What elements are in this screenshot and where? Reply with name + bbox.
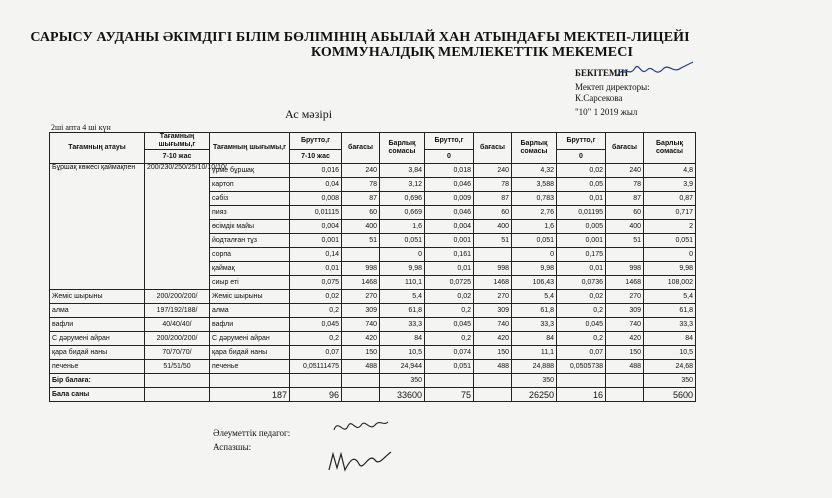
cell-s1: 0,051 — [380, 234, 425, 248]
cell-p1 — [342, 248, 380, 262]
per-child-3: 350 — [644, 374, 696, 388]
cell-p1: 51 — [342, 234, 380, 248]
cell-s1: 84 — [380, 332, 425, 346]
blank-cell — [342, 388, 380, 402]
blank-cell — [557, 374, 606, 388]
dish-name: печенье — [50, 360, 145, 374]
cell-b2: 0,02 — [425, 290, 474, 304]
age-group-3: 0 — [425, 150, 474, 164]
children-label: Бала саны — [50, 388, 145, 402]
cell-b3: 0,01195 — [557, 206, 606, 220]
cell-b2: 0,001 — [425, 234, 474, 248]
sum-1: 33600 — [380, 388, 425, 402]
cell-b3: 0,01 — [557, 262, 606, 276]
cell-s1: 24,944 — [380, 360, 425, 374]
col-price-1: бағасы — [342, 133, 380, 164]
col-total-3: Барлық сомасы — [644, 133, 696, 164]
cell-p1: 998 — [342, 262, 380, 276]
cell-b1: 0,07 — [290, 346, 342, 360]
cell-p3: 488 — [606, 360, 644, 374]
col-price-3: бағасы — [606, 133, 644, 164]
cell-p2: 78 — [474, 178, 512, 192]
ingredient-name: қара бидай наны — [210, 346, 290, 360]
cell-s1: 0,696 — [380, 192, 425, 206]
blank-cell — [145, 388, 210, 402]
cell-s2: 0,783 — [512, 192, 557, 206]
cell-p1: 400 — [342, 220, 380, 234]
cell-s2: 3,588 — [512, 178, 557, 192]
per-child-row — [50, 374, 696, 388]
blank-cell — [145, 374, 210, 388]
cell-s2: 5,4 — [512, 290, 557, 304]
ingredient-name: сорпа — [210, 248, 290, 262]
blank-cell — [606, 374, 644, 388]
cell-p3: 740 — [606, 318, 644, 332]
dish-name: Бұршақ көжесі қаймақпен — [50, 164, 145, 290]
cell-b1: 0,04 — [290, 178, 342, 192]
cell-s2: 0,051 — [512, 234, 557, 248]
dish-yield: 200/200/200/ — [145, 290, 210, 304]
cell-p3: 78 — [606, 178, 644, 192]
cell-b1: 0,001 — [290, 234, 342, 248]
pedagogue-signature — [330, 416, 390, 438]
cell-p2: 420 — [474, 332, 512, 346]
ingredient-name: сиыр еті — [210, 276, 290, 290]
approval-date: "10" 1 2019 жыл — [575, 107, 638, 117]
cell-b3: 0,2 — [557, 304, 606, 318]
cell-b1: 0,02 — [290, 290, 342, 304]
dish-yield: 70/70/70/ — [145, 346, 210, 360]
cell-b2: 0,0725 — [425, 276, 474, 290]
cell-p2: 998 — [474, 262, 512, 276]
cell-p3: 240 — [606, 164, 644, 178]
cell-p2: 87 — [474, 192, 512, 206]
menu-table — [49, 132, 696, 402]
col-ingredient: Тағамның шығымы,г — [210, 133, 290, 164]
cell-s3: 108,002 — [644, 276, 696, 290]
dish-yield: 51/51/50 — [145, 360, 210, 374]
blank-cell — [425, 374, 474, 388]
cell-b3: 0,01 — [557, 192, 606, 206]
blank-cell — [606, 388, 644, 402]
cell-s3: 0,051 — [644, 234, 696, 248]
cell-b2: 0,2 — [425, 332, 474, 346]
cell-s2: 2,76 — [512, 206, 557, 220]
director-signature — [615, 60, 695, 82]
cell-b3: 0,005 — [557, 220, 606, 234]
cell-s1: 33,3 — [380, 318, 425, 332]
week-label: 2ші апта 4 ші күн — [51, 123, 111, 132]
social-pedagogue-label: Әлеуметтік педагог: — [213, 428, 291, 438]
cell-s1: 61,8 — [380, 304, 425, 318]
ingredient-name: Жеміс шырыны — [210, 290, 290, 304]
cell-s2: 11,1 — [512, 346, 557, 360]
institution-title-line1: САРЫСУ АУДАНЫ ӘКІМДІГІ БІЛІМ БӨЛІМІНІҢ АБЫЛАЙ ХАН АТЫНДАҒЫ МЕКТЕП-ЛИЦЕЙІ — [30, 30, 690, 45]
table-row — [50, 360, 696, 374]
cell-s1: 0 — [380, 248, 425, 262]
per-child-label: Бір балаға: — [50, 374, 145, 388]
cell-s1: 1,6 — [380, 220, 425, 234]
cell-b1: 0,008 — [290, 192, 342, 206]
cook-label: Аспазшы: — [213, 442, 252, 452]
cell-s2: 24,888 — [512, 360, 557, 374]
cell-b3: 0,2 — [557, 332, 606, 346]
sum-2: 26250 — [512, 388, 557, 402]
cell-p1: 87 — [342, 192, 380, 206]
cell-s1: 10,5 — [380, 346, 425, 360]
children-count-3: 16 — [557, 388, 606, 402]
dish-yield: 200/200/200/ — [145, 332, 210, 346]
cell-s2: 61,8 — [512, 304, 557, 318]
dish-name: вафли — [50, 318, 145, 332]
cell-p2: 309 — [474, 304, 512, 318]
age-group-4: 0 — [557, 150, 606, 164]
cell-b2: 0,045 — [425, 318, 474, 332]
ingredient-name: қаймақ — [210, 262, 290, 276]
cell-s1: 9,98 — [380, 262, 425, 276]
cell-s3: 33,3 — [644, 318, 696, 332]
dish-yield: 200/230/250/25/10/10/10/ — [145, 164, 210, 290]
dish-name: қара бидай наны — [50, 346, 145, 360]
cell-p2: 488 — [474, 360, 512, 374]
cell-s3: 2 — [644, 220, 696, 234]
cell-p3: 150 — [606, 346, 644, 360]
ingredient-name: йодталған тұз — [210, 234, 290, 248]
cell-b2: 0,051 — [425, 360, 474, 374]
cell-s3: 5,4 — [644, 290, 696, 304]
ingredient-name: печенье — [210, 360, 290, 374]
col-brutto-2: Брутто,г — [425, 133, 474, 150]
menu-title: Ас мәзірі — [285, 107, 333, 121]
cell-p2: 400 — [474, 220, 512, 234]
children-count-2: 75 — [425, 388, 474, 402]
col-brutto-3: Брутто,г — [557, 133, 606, 150]
cell-b2: 0,161 — [425, 248, 474, 262]
cell-b2: 0,046 — [425, 206, 474, 220]
cell-s2: 4,32 — [512, 164, 557, 178]
ingredient-name: өсімдік майы — [210, 220, 290, 234]
children-count-1: 96 — [290, 388, 342, 402]
cell-p1: 270 — [342, 290, 380, 304]
cell-b2: 0,018 — [425, 164, 474, 178]
cell-b2: 0,2 — [425, 304, 474, 318]
ingredient-name: сәбіз — [210, 192, 290, 206]
cell-p3: 309 — [606, 304, 644, 318]
cell-b2: 0,046 — [425, 178, 474, 192]
cell-s3: 61,8 — [644, 304, 696, 318]
cell-b3: 0,05 — [557, 178, 606, 192]
cell-b3: 0,07 — [557, 346, 606, 360]
cell-b1: 0,016 — [290, 164, 342, 178]
cell-s1: 110,1 — [380, 276, 425, 290]
cell-b1: 0,045 — [290, 318, 342, 332]
cell-b1: 0,2 — [290, 304, 342, 318]
children-total: 187 — [210, 388, 290, 402]
cell-p3: 51 — [606, 234, 644, 248]
cell-b3: 0,045 — [557, 318, 606, 332]
col-dish-name: Тағамның атауы — [50, 133, 145, 164]
cell-s3: 10,5 — [644, 346, 696, 360]
cell-b3: 0,001 — [557, 234, 606, 248]
cell-s3: 9,98 — [644, 262, 696, 276]
cell-b1: 0,14 — [290, 248, 342, 262]
cell-p1: 309 — [342, 304, 380, 318]
cell-p1: 60 — [342, 206, 380, 220]
cell-s3: 24,68 — [644, 360, 696, 374]
cell-p1: 420 — [342, 332, 380, 346]
cell-s1: 0,669 — [380, 206, 425, 220]
col-price-2: бағасы — [474, 133, 512, 164]
cell-s3: 0 — [644, 248, 696, 262]
age-group-2: 7-10 жас — [290, 150, 342, 164]
director-name: К.Сарсекова — [575, 93, 623, 103]
table-row — [50, 304, 696, 318]
cell-p2: 51 — [474, 234, 512, 248]
cell-p1: 488 — [342, 360, 380, 374]
cell-p3: 400 — [606, 220, 644, 234]
cell-s2: 9,98 — [512, 262, 557, 276]
table-row — [50, 318, 696, 332]
cell-p2: 270 — [474, 290, 512, 304]
blank-cell — [474, 388, 512, 402]
cell-s3: 0,87 — [644, 192, 696, 206]
cell-p2: 740 — [474, 318, 512, 332]
cell-p1: 740 — [342, 318, 380, 332]
dish-name: С дәрумені айран — [50, 332, 145, 346]
cell-b1: 0,01 — [290, 262, 342, 276]
cell-b1: 0,075 — [290, 276, 342, 290]
cell-s2: 33,3 — [512, 318, 557, 332]
cell-s2: 0 — [512, 248, 557, 262]
cell-s2: 106,43 — [512, 276, 557, 290]
cell-s2: 84 — [512, 332, 557, 346]
cell-s3: 3,9 — [644, 178, 696, 192]
cook-signature — [325, 448, 395, 476]
col-brutto-1: Брутто,г — [290, 133, 342, 150]
cell-s3: 84 — [644, 332, 696, 346]
age-group-1: 7-10 жас — [145, 150, 210, 164]
per-child-1: 350 — [380, 374, 425, 388]
ingredient-name: пияз — [210, 206, 290, 220]
dish-yield: 40/40/40/ — [145, 318, 210, 332]
ingredient-name: үрме бұршақ — [210, 164, 290, 178]
cell-b3: 0,02 — [557, 290, 606, 304]
cell-s3: 4,8 — [644, 164, 696, 178]
table-row — [50, 332, 696, 346]
col-total-1: Барлық сомасы — [380, 133, 425, 164]
cell-p1: 78 — [342, 178, 380, 192]
cell-b2: 0,074 — [425, 346, 474, 360]
cell-p2 — [474, 248, 512, 262]
cell-p1: 240 — [342, 164, 380, 178]
cell-p2: 150 — [474, 346, 512, 360]
cell-b2: 0,009 — [425, 192, 474, 206]
cell-p3 — [606, 248, 644, 262]
col-total-2: Барлық сомасы — [512, 133, 557, 164]
cell-p3: 420 — [606, 332, 644, 346]
cell-b1: 0,004 — [290, 220, 342, 234]
table-row — [50, 346, 696, 360]
dish-yield: 197/192/188/ — [145, 304, 210, 318]
children-row — [50, 388, 696, 402]
cell-p3: 998 — [606, 262, 644, 276]
director-position: Мектеп директоры: — [575, 82, 650, 92]
blank-cell — [210, 374, 290, 388]
ingredient-name: алма — [210, 304, 290, 318]
cell-p3: 1468 — [606, 276, 644, 290]
ingredient-name: вафли — [210, 318, 290, 332]
dish-name: Жеміс шырыны — [50, 290, 145, 304]
approval-label: БЕКІТЕМІН — [575, 68, 628, 78]
cell-b1: 0,2 — [290, 332, 342, 346]
cell-b3: 0,175 — [557, 248, 606, 262]
cell-s1: 3,12 — [380, 178, 425, 192]
cell-p3: 87 — [606, 192, 644, 206]
institution-title-line2: КОММУНАЛДЫҚ МЕМЛЕКЕТТІК МЕКЕМЕСІ — [310, 45, 633, 60]
cell-b1: 0,05111475 — [290, 360, 342, 374]
table-row — [50, 164, 696, 178]
cell-b2: 0,01 — [425, 262, 474, 276]
cell-s1: 3,84 — [380, 164, 425, 178]
sum-3: 5600 — [644, 388, 696, 402]
blank-cell — [290, 374, 342, 388]
table-row — [50, 290, 696, 304]
cell-p3: 60 — [606, 206, 644, 220]
cell-s3: 0,717 — [644, 206, 696, 220]
cell-b3: 0,0736 — [557, 276, 606, 290]
cell-b3: 0,0505738 — [557, 360, 606, 374]
blank-cell — [342, 374, 380, 388]
cell-b3: 0,02 — [557, 164, 606, 178]
cell-p2: 60 — [474, 206, 512, 220]
blank-cell — [474, 374, 512, 388]
dish-name: алма — [50, 304, 145, 318]
cell-p3: 270 — [606, 290, 644, 304]
header-row — [50, 133, 696, 150]
col-dish-yield: Тағамның шығымы,г — [145, 133, 210, 150]
cell-p1: 150 — [342, 346, 380, 360]
cell-p1: 1468 — [342, 276, 380, 290]
cell-s1: 5,4 — [380, 290, 425, 304]
cell-b1: 0,01115 — [290, 206, 342, 220]
ingredient-name: С дәрумені айран — [210, 332, 290, 346]
cell-p2: 1468 — [474, 276, 512, 290]
cell-b2: 0,004 — [425, 220, 474, 234]
cell-s2: 1,6 — [512, 220, 557, 234]
cell-p2: 240 — [474, 164, 512, 178]
ingredient-name: картоп — [210, 178, 290, 192]
per-child-2: 350 — [512, 374, 557, 388]
